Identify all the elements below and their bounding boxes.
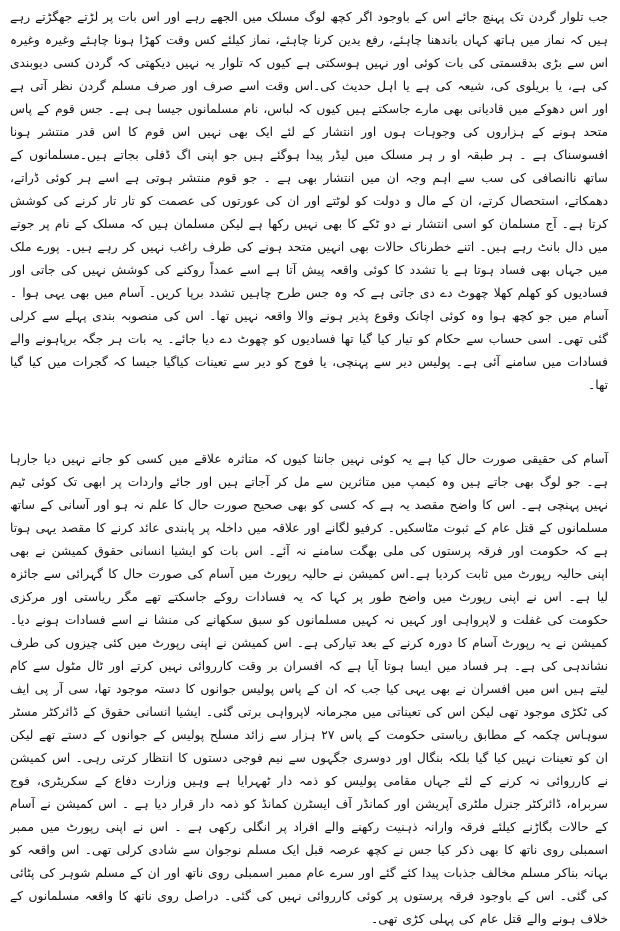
- paragraph-2: آسام کی حقیقی صورت حال کیا ہے یہ کوئی نہیں جانتا کیوں کہ متاثرہ علاقے میں کسی کو جانے نہیں دیا جارہا ہے۔ جو لوگ بھی جاتے ہیں وہ کیمپ میں متاثرین سے مل کر آجاتے ہیں اور جائے واردات پر ابھی تک کوئی ٹیم نہیں پہنچی ہے۔ اس کا واضح مقصد یہ ہے کہ کسی کو بھی صحیح صورت حال کا علم نہ ہو اور آسانی کے ساتھ مسلمانوں کے قتل عام کے ثبوت مٹاسکیں۔ کرفیو لگانے اور علاقہ میں داخلہ پر پابندی عائد کرنے کا مقصد یہی ہوتا ہے کہ حکومت اور فرقہ پرستوں کی ملی بھگت سامنے نہ آئے۔ اس بات کو ایشیا انسانی حقوق کمیشن نے بھی اپنی حالیہ رپورٹ میں ثابت کردیا ہے۔اس کمیشن نے حالیہ رپورٹ میں آسام کی صورت حال کا گہرائی سے جائزہ لیا ہے۔ اس نے اپنی رپورٹ میں واضح طور پر کہا کہ یہ فسادات روکے جاسکتے تھے مگر ریاستی اور مرکزی حکومت کی غفلت و لاپرواہی اور کہیں نہ کہیں مسلمانوں کو سبق سکھانے کی منشا نے اسے فسادات ہونے دیا۔ کمیشن نے یہ رپورٹ آسام کا دورہ کرنے کے بعد تیارکی ہے۔ اس کمیشن نے اپنی رپورٹ میں کئی چیزوں کی طرف نشاندہی کی ہے۔ ہر فساد میں ایسا ہوتا آیا ہے کہ افسران بر وقت کارروائی نہیں کرتے اور ٹال مٹول سے کام لیتے ہیں اس میں افسران نے بھی یہی کیا جب کہ ان کے پاس پولیس جوانوں کا دستہ موجود تھا، سی آر پی ایف کی ٹکڑی موجود تھی لیکن اس کی تعیناتی میں مجرمانہ لاپرواہی برتی گئی۔ ایشیا انسانی حقوق کے ڈائرکٹر مسٹر سوہاس چکمہ کے مطابق ریاستی حکومت کے پاس ۲۷ ہزار سے زائد مسلح پولیس کے جوانوں کے دستے تھے لیکن ان کو تعینات نہیں کیا گیا بلکہ بنگال اور دوسری جگہوں سے نیم فوجی دستوں کا انتظار کرتی رہی۔ اس کمیشن نے کارروائی نہ کرنے کے لئے جہاں مقامی پولیس کو ذمہ دار ٹھہرایا ہے وہیں وزارت دفاع کے سکریٹری، فوج سربراہ، ڈائرکٹر جنرل ملٹری آپریشن اور کمانڈر آف ایسٹرن کمانڈ کو ذمہ دار قرار دیا ہے ۔ اس کمیشن نے آسام کے حالات بگاڑنے کیلئے فرقہ وارانہ ذہنیت رکھنے والے افراد پر انگلی رکھی ہے ۔ اس نے اپنی رپورٹ میں ممبر اسمبلی روی ناتھ کا بھی ذکر کیا جس نے کچھ عرصہ قبل ایک مسلم نوجوان سے شادی کرلی تھی۔ اس واقعہ کو بہانہ بناکر مسلم مخالف جذبات پیدا کئے گئے اور سرے عام ممبر اسمبلی روی ناتھ اور ان کے مسلم شوہر کی پٹائی کی گئی۔ اس کے باوجود فرقہ پرستوں پر کوئی کارروائی نہیں کی گئی۔ دراصل روی ناتھ کا واقعہ مسلمانوں کے خلاف ہونے والے قتل عام کی پہلی کڑی تھی۔: [10, 452, 608, 926]
- paragraph-gap: [10, 426, 608, 448]
- paragraph-1: جب تلوار گردن تک پہنچ جائے اس کے باوجود اگر کچھ لوگ مسلک میں الجھے رہے اور اس بات پر لڑتے جھگڑتے رہے ہیں کہ نماز میں ہاتھ کہاں باندھنا چاہئے، رفع یدین کرنا چاہئے، نماز کیلئے کس وقت کھڑا ہونا چاہئے وغیرہ وغیرہ اس سے بڑی بدقسمتی کی بات کوئی اور نہیں ہوسکتی ہے کیوں کہ تلوار یہ نہیں دیکھتی کہ گردن کسی دیوبندی کی ہے، یا بریلوی کی، شیعہ کی ہے یا اہل حدیث کی۔اس وقت اسے صرف اور صرف مسلم گردن نظر آتی ہے اور اس دھوکے میں قادیانی بھی مارے جاسکتے ہیں کیوں کہ لباس، نام مسلمانوں جیسا ہی ہے۔ جس قوم کے پاس متحد ہونے کے ہزاروں کی وجوہات ہوں اور انتشار کے لئے ایک بھی نہیں اس قوم کا اس قدر منتشر ہونا افسوسناک ہے ۔ ہر طبقہ او ر ہر مسلک میں لیڈر پیدا ہوگئے ہیں جو اپنی اگ ڈفلی بجاتے ہیں۔مسلمانوں کے ساتھ ناانصافی کی سب سے اہم وجہ ان میں انتشار بھی ہے ۔ جو قوم منتشر ہوتی ہے اسے ہر کوئی ڈراتے، دھمکاتے، استحصال کرتے، ان کے مال و دولت کو لوٹتے اور ان کی عورتوں کی عصمت کو تار تار کرنے کی کوشش کرتا ہے۔ آج مسلمان کو اسی انتشار نے دو ٹکے کا بھی نہیں رکھا ہے لیکن مسلمان ہیں کہ مسلک کے نام پر جوتے میں دال بانٹ رہے ہیں۔ اتنے خطرناک حالات بھی انہیں متحد ہونے کی طرف راغب نہیں کر رہے ہیں۔ پورے ملک میں جہاں بھی فساد ہوتا ہے یا تشدد کا کوئی واقعہ پیش آتا ہے اسے عمداً روکنے کی کوشش نہیں کی جاتی اور فسادیوں کو کھلم کھلا چھوٹ دے دی جاتی ہے کہ وہ جس طرح چاہیں تشدد برپا کریں۔ آسام میں بھی یہی ہوا ۔ آسام میں جو کچھ ہوا وہ کوئی اچانک وقوع پذیر ہونے والا واقعہ نہیں تھا۔ اس کی منصوبہ بندی پہلے سے کرلی گئی تھی۔ اسی حساب سے حکام کو تیار کیا گیا تھا فسادیوں کو چھوٹ دے دیا جائے۔ یہ بات ہر جگہ برپاہونے والے فسادات میں سامنے آئی ہے۔ پولیس دیر سے پہنچی، یا فوج کو دیر سے تعینات کیاگیا جیسا کہ گجرات میں کیا گیا تھا۔: [10, 10, 608, 392]
